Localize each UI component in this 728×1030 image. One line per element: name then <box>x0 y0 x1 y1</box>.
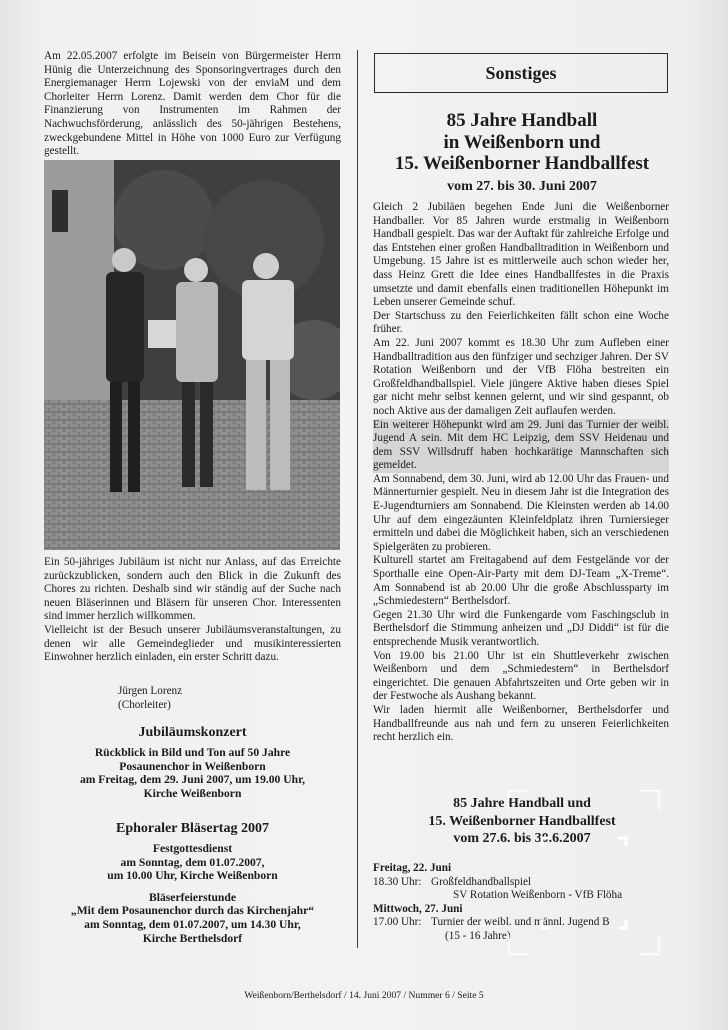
article-paragraph: Der Startschuss zu den Feierlichkeiten fällt schon eine Woche früher. <box>373 309 669 336</box>
event-box-title <box>372 795 672 848</box>
title-line: 15. Weißenborner Handballfest <box>394 153 650 174</box>
group-photo <box>44 160 340 550</box>
article-paragraph: Ein weiterer Höhepunkt wird am 29. Juni das Turnier der weibl. Jugend A sein. Mit dem HC Leipzig, dem SSV Heidenau und dem SSV Willsdruff haben hochkarätige Mannschaften sich gemeldet. <box>373 418 669 472</box>
schedule-day: Freitag, 22. Juni <box>373 862 452 874</box>
schedule-row <box>373 916 669 930</box>
intro-paragraph: Am 22.05.2007 erfolgte im Beisein von Bürgermeister Herrn Hünig die Unterzeichnung des Sponsoringvertrages durch den Energiemanager Herrn Lojewski von der enviaM und dem Chorleiter Herrn Lorenz. Damit werden dem Chor für die Finanzierung von Instrumenten im Rahmen der Nachwuchsförderung, anlässlich des 50-jährigen Bestehens, zweckgebundene Mittel in Höhe von 1000 Euro zur Verfügung gestellt. <box>44 50 341 158</box>
event-title-line: vom 27.6. bis 30.6.2007 <box>453 831 591 846</box>
event-schedule <box>373 862 669 944</box>
concert-line: Rückblick in Bild und Ton auf 50 Jahre <box>94 746 291 759</box>
ephoral-line: um 10.00 Uhr, Kirche Weißenborn <box>107 869 278 883</box>
article-paragraph: Wir laden hiermit alle Weißenborner, Berthelsdorfer und Handballfreunde aus nah und fern zu unseren Feierlichkeiten recht herzlich ein. <box>373 703 669 744</box>
concert-line: Kirche Weißenborn <box>143 786 242 800</box>
article-paragraph: Kulturell startet am Freitagabend auf dem Festgelände vor der Sporthalle eine Open-Air-Party mit dem DJ-Team „X-Treme“. Am Sonnabend ist ab 20.00 Uhr die große Abschlussparty im „Schmiedestern“ Berthelsdorf. <box>373 554 669 608</box>
photo-image <box>44 160 340 550</box>
schedule-row <box>373 930 669 944</box>
article-subtitle: vom 27. bis 30. Juni 2007 <box>447 179 597 194</box>
title-line: 85 Jahre Handball <box>446 110 598 131</box>
ephoral-line: Festgottesdienst <box>152 842 233 855</box>
ephoral-line: am Sonntag, dem 01.07.2007, <box>120 855 265 869</box>
concert-line: Posaunenchor in Weißenborn <box>119 759 266 773</box>
article-paragraph: Gegen 21.30 Uhr wird die Funkengarde vom Faschingsclub in Berthelsdorf die Stimmung anheizen und „DJ Diddi“ ist für die entsprechende Musik verantwortlich. <box>373 608 669 648</box>
left-lower-text <box>44 556 341 665</box>
feier-line: „Mit dem Posaunenchor durch das Kirchenjahr“ <box>70 904 315 918</box>
page-footer: Weißenborn/Berthelsdorf / 14. Juni 2007 / Nummer 6 / Seite 5 <box>244 990 484 1001</box>
schedule-time <box>373 889 431 903</box>
section-title: Sonstiges <box>485 62 557 83</box>
feier-line: am Sonntag, dem 01.07.2007, um 14.30 Uhr, <box>84 917 301 931</box>
column-divider <box>357 50 358 948</box>
ephoral-title: Ephoraler Bläsertag 2007 <box>116 821 269 836</box>
title-line: in Weißenborn und <box>443 131 601 153</box>
signature-name: Jürgen Lorenz <box>118 685 183 697</box>
article-title <box>372 110 672 175</box>
article-paragraph: Am 22. Juni 2007 kommt es 18.30 Uhr zum Aufleben einer Handballtradition aus den fünfziger und sechziger Jahren. Der SV Rotation Weißenborn und der VfB Flöha bestreiten ein Großfeldhandballspiel. Viele jüngere Aktive haben dieses Spiel gar nicht mehr selbst kennen gelernt, und wir sind gespannt, ob noch Aktive aus der damaligen Zeit auflaufen werden. <box>373 336 669 417</box>
signature-role: (Chorleiter) <box>118 698 171 711</box>
schedule-row <box>373 889 669 903</box>
schedule-text: (15 - 16 Jahre) <box>445 929 511 942</box>
schedule-time <box>373 930 431 944</box>
ephoral-announcement <box>44 820 341 945</box>
schedule-text: SV Rotation Weißenborn - VfB Flöha <box>453 889 623 902</box>
feier-line: Bläserfeierstunde <box>149 890 236 904</box>
schedule-text: Großfeldhandballspiel <box>431 875 532 888</box>
jubilaeum-paragraph: Ein 50-jähriges Jubiläum ist nicht nur Anlass, auf das Erreichte zurückzublicken, sondern auch den Blick in die Zukunft des Chores zu richten. Deshalb sind wir ständig auf der Suche nach neuen Bläserinnen und Bläsern für unseren Chor. Interessenten sind immer herzlich willkommen. <box>44 556 341 623</box>
article-body <box>373 201 669 745</box>
article-paragraph: Gleich 2 Jubiläen begehen Ende Juni die Weißenborner Handballer. Vor 85 Jahren wurde erstmalig in Weißenborn Handball gespielt. Das war der Auftakt für zahlreiche Erfolge und das Entstehen einer großen Handballtradition in Weißenborn und Umgebung. 15 Jahre ist es mittlerweile auch schon wieder her, dass Heinz Grett die Idee eines Handballfestes in die Praxis umsetzte und damit ebenfalls einen traditionellen Höhepunkt im Leben unserer Gemeinde schuf. <box>373 201 669 309</box>
event-title-line: 15. Weißenborner Handballfest <box>428 813 616 829</box>
signature <box>118 685 182 712</box>
event-title-line: 85 Jahre Handball und <box>453 796 591 811</box>
concert-announcement <box>44 724 341 800</box>
schedule-time: 17.00 Uhr: <box>373 916 422 929</box>
schedule-text: Turnier der weibl. und männl. Jugend B <box>431 916 610 929</box>
article-paragraph: Von 19.00 bis 21.00 Uhr ist ein Shuttleverkehr zwischen Weißenborn und dem „Schmiedestern“ in Berthelsdorf eingerichtet. Die genauen Abfahrtszeiten und Orte geben wir in der Festwoche als Aushang bekannt. <box>373 649 669 703</box>
schedule-row <box>373 876 669 890</box>
concert-line: am Freitag, dem 29. Juni 2007, um 19.00 Uhr, <box>79 773 306 787</box>
schedule-day: Mittwoch, 27. Juni <box>373 902 463 915</box>
article-paragraph: Am Sonnabend, dem 30. Juni, wird ab 12.00 Uhr das Frauen- und Männerturnier gespielt. Neu in diesem Jahr ist die Integration des E-Jugendturniers am Sonnabend. Die Kleinsten werden ab 14.00 Uhr auf dem eingezäunten Kleinfeldplatz ihren Turniersieger ermitteln und dabei die Möglichkeit haben, sich an verschiedenen Spielgeräten zu probieren. <box>373 472 669 553</box>
concert-title: Jubiläumskonzert <box>138 725 247 740</box>
left-column <box>44 50 341 159</box>
section-header-box <box>374 53 668 93</box>
invitation-paragraph: Vielleicht ist der Besuch unserer Jubiläumsveranstaltungen, zu denen wir alle Gemeindeglieder und musikinteressierten Einwohner herzlich einladen, ein erster Schritt dazu. <box>44 623 341 664</box>
schedule-time: 18.30 Uhr: <box>373 875 422 888</box>
feier-line: Kirche Berthelsdorf <box>142 931 243 945</box>
